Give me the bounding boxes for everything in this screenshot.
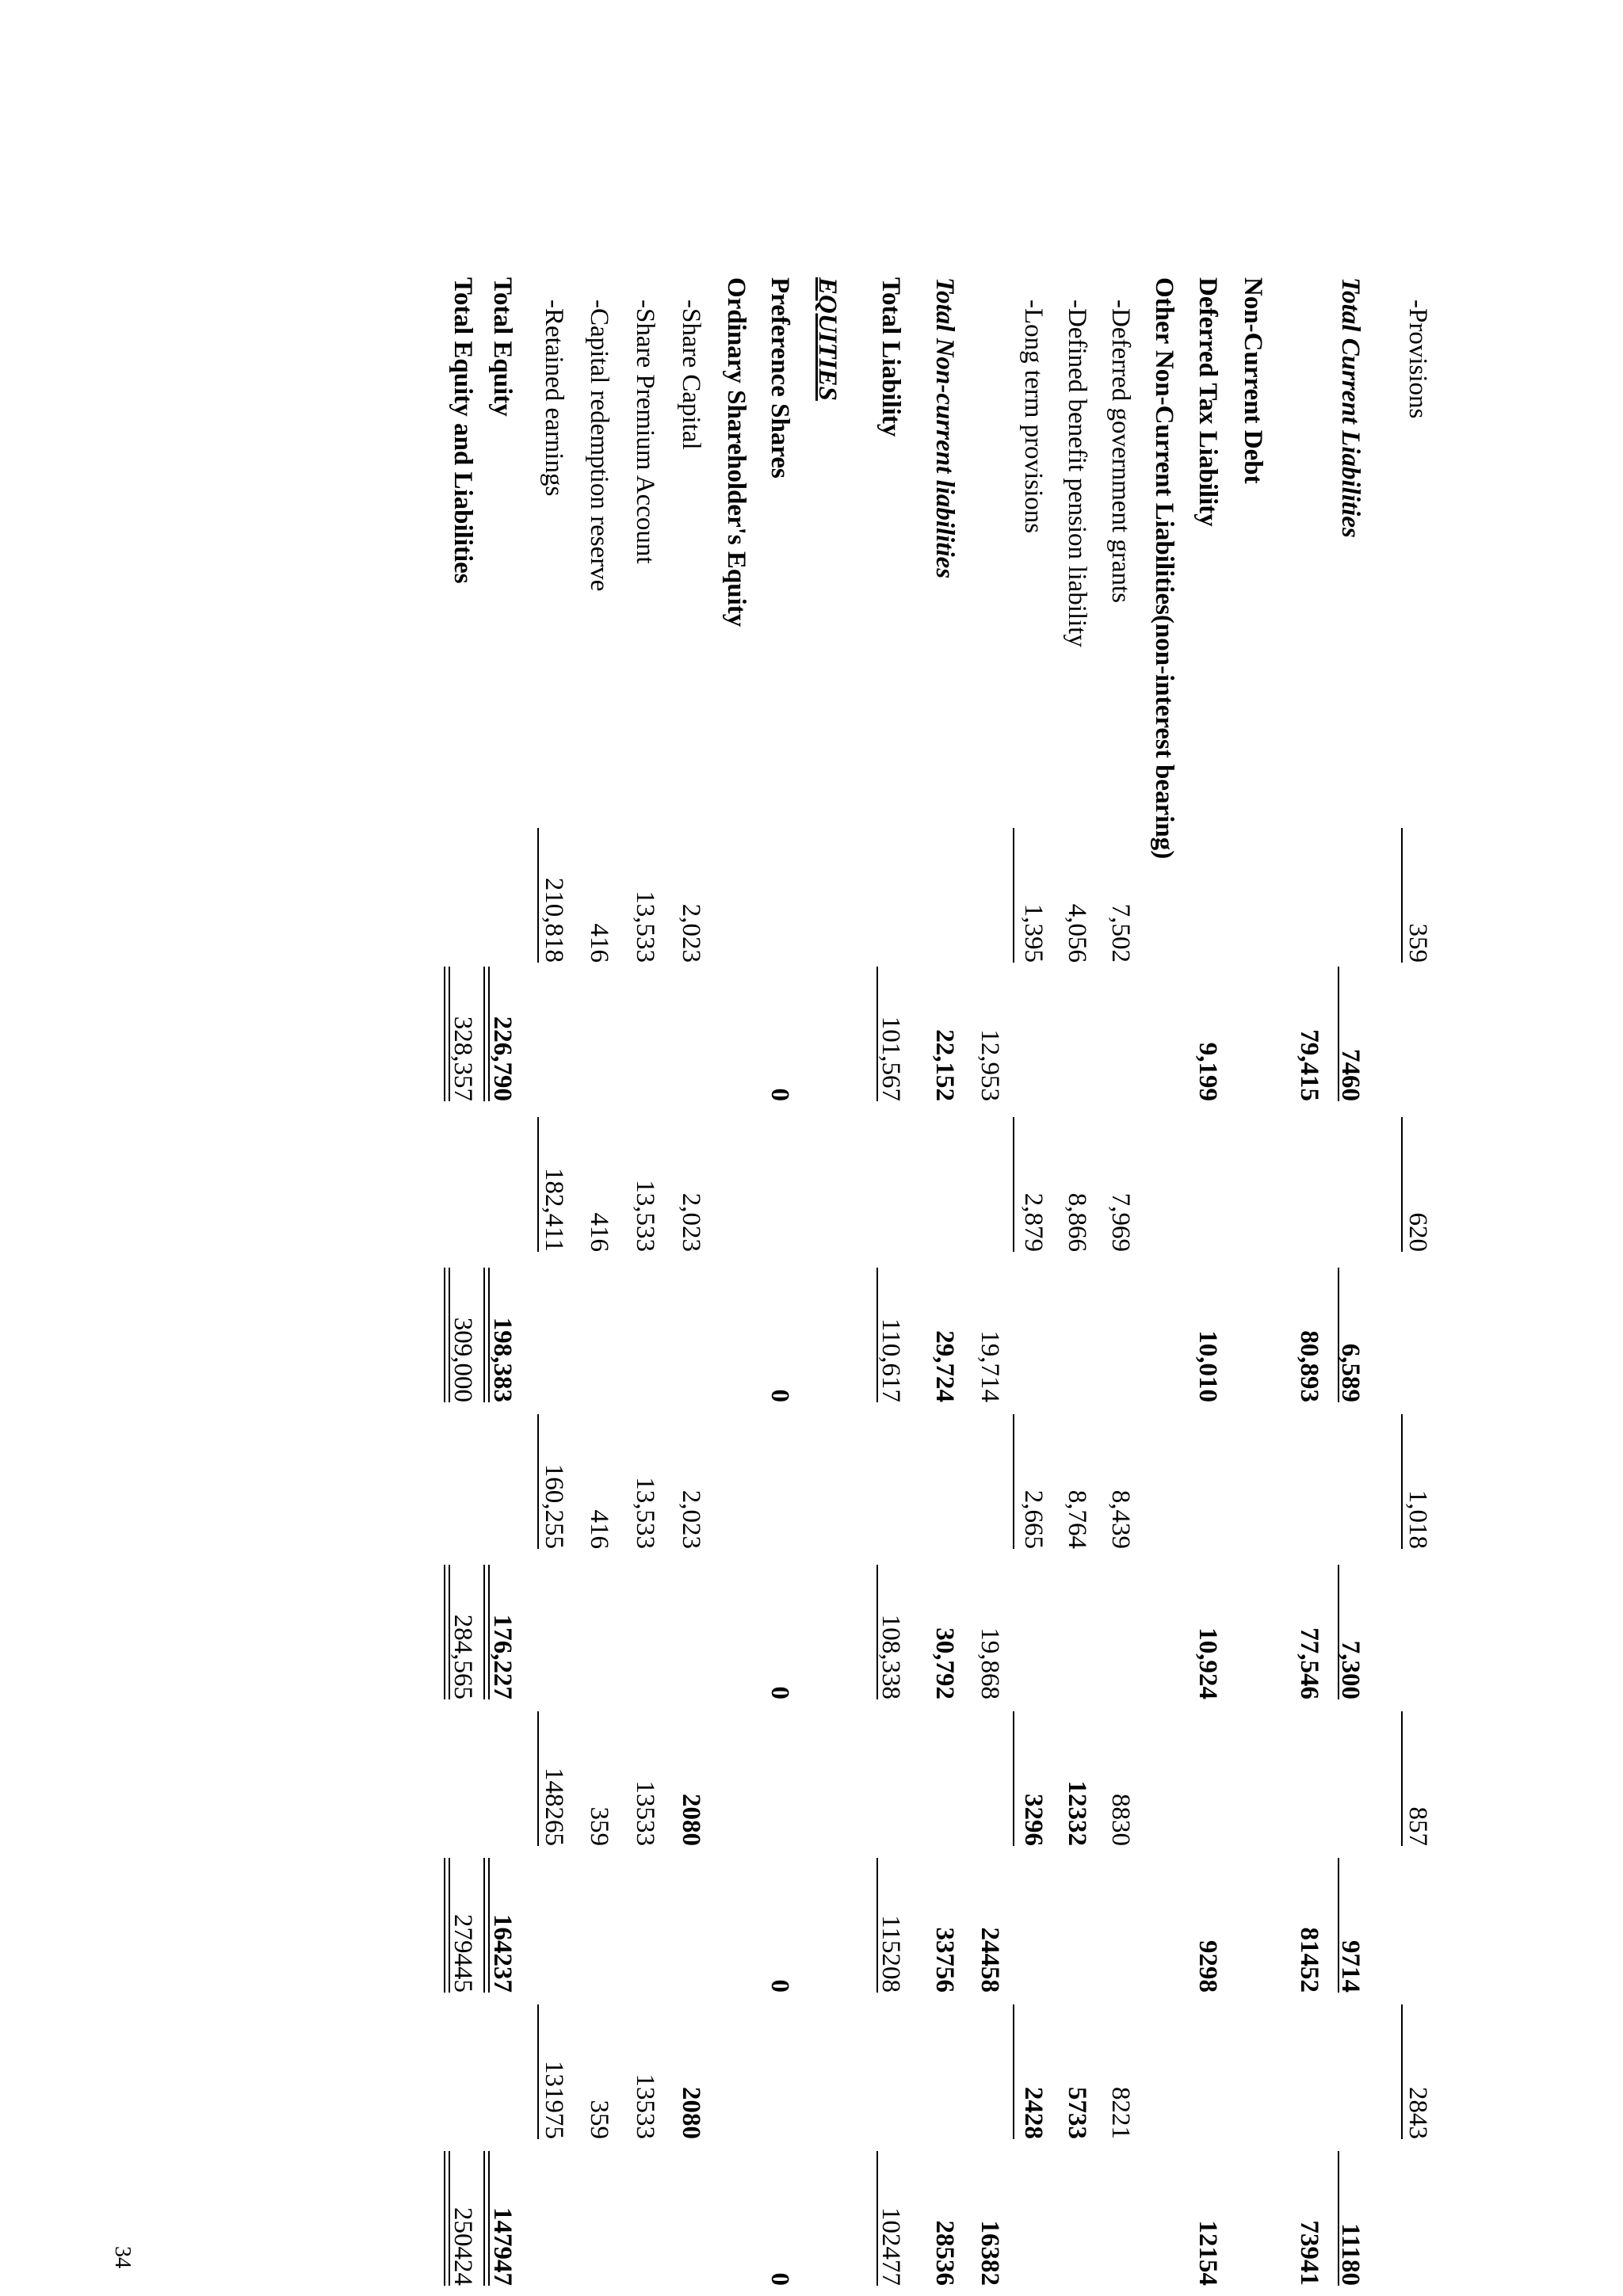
cell-value: 328,357	[449, 1016, 477, 1101]
row-label: Total Equity and Liabilities	[449, 277, 477, 584]
cell-value: 80,893	[1295, 1330, 1323, 1402]
subtotal-rule	[537, 2004, 539, 2139]
cell-value: 81452	[1295, 1927, 1323, 1993]
row-label: -Long term provisions	[1019, 299, 1048, 534]
row-label: Preference Shares	[766, 277, 794, 479]
cell-value: 148265	[540, 1768, 568, 1846]
row-label: -Provisions	[1403, 299, 1432, 419]
cell-value: 29,724	[930, 1330, 959, 1402]
cell-value: 13533	[631, 1780, 659, 1846]
subtotal-rule	[1013, 1414, 1014, 1549]
total-double-rule	[483, 1565, 490, 1699]
cell-value: 2428	[1019, 2087, 1048, 2139]
cell-value: 8,764	[1063, 1489, 1091, 1549]
cell-value: 210,818	[540, 877, 568, 963]
total-rule	[876, 1268, 878, 1402]
cell-value: 10,924	[1193, 1627, 1222, 1699]
subtotal-rule	[1401, 2004, 1403, 2139]
cell-value: 24458	[976, 1927, 1004, 1993]
subtotal-rule	[1013, 2004, 1014, 2139]
total-double-rule	[483, 2151, 490, 2286]
cell-value: 115208	[876, 1915, 905, 1993]
cell-value: 284,565	[449, 1614, 477, 1699]
cell-value: 12154	[1193, 2220, 1222, 2286]
subtotal-rule	[1013, 828, 1014, 963]
cell-value: 0	[766, 1686, 794, 1699]
cell-value: 7,502	[1106, 903, 1135, 963]
cell-value: 3296	[1019, 1794, 1048, 1846]
cell-value: 108,338	[876, 1614, 905, 1699]
total-rule	[876, 967, 878, 1101]
cell-value: 198,383	[488, 1317, 517, 1402]
cell-value: 19,868	[976, 1627, 1004, 1699]
row-label: Total Equity	[488, 277, 517, 417]
row-label: Total Non-current liabilities	[930, 277, 959, 579]
cell-value: 250424	[449, 2207, 477, 2286]
total-double-rule	[444, 1565, 450, 1699]
cell-value: 359	[585, 2100, 613, 2139]
cell-value: 30,792	[930, 1627, 959, 1699]
cell-value: 0	[766, 1979, 794, 1993]
row-label: Total Liability	[876, 277, 905, 437]
row-label: Total Current Liabilities	[1336, 277, 1365, 538]
cell-value: 22,152	[930, 1029, 959, 1101]
row-label: EQUITIES	[813, 277, 842, 401]
total-double-rule	[483, 967, 490, 1101]
subtotal-rule	[537, 1711, 539, 1846]
cell-value: 182,411	[540, 1167, 568, 1252]
total-rule	[876, 1565, 878, 1699]
cell-value: 13,533	[631, 891, 659, 963]
cell-value: 416	[585, 1509, 613, 1549]
page-number: 34	[110, 2246, 135, 2268]
cell-value: 620	[1403, 1212, 1432, 1252]
cell-value: 2080	[677, 2087, 705, 2139]
subtotal-rule	[1401, 1117, 1403, 1252]
subtotal-rule	[537, 1117, 539, 1252]
row-label: -Capital redemption reserve	[585, 299, 613, 592]
cell-value: 12332	[1063, 1780, 1091, 1846]
subtotal-rule	[1401, 828, 1403, 963]
cell-value: 164237	[488, 1914, 517, 1993]
cell-value: 2843	[1403, 2087, 1432, 2139]
subtotal-rule	[537, 828, 539, 963]
cell-value: 279445	[449, 1914, 477, 1993]
row-label: -Share Premium Account	[631, 299, 659, 564]
total-double-rule	[483, 1858, 490, 1993]
cell-value: 11180	[1336, 2223, 1365, 2286]
cell-value: 359	[585, 1806, 613, 1846]
total-rule	[876, 1858, 878, 1993]
cell-value: 110,617	[876, 1318, 905, 1402]
subtotal-rule	[1401, 1414, 1403, 1549]
total-double-rule	[483, 1268, 490, 1402]
subtotal-rule	[1013, 1117, 1014, 1252]
cell-value: 8830	[1106, 1794, 1135, 1846]
cell-value: 309,000	[449, 1317, 477, 1402]
cell-value: 176,227	[488, 1614, 517, 1699]
cell-value: 416	[585, 923, 613, 963]
cell-value: 9714	[1336, 1940, 1365, 1993]
cell-value: 7,969	[1106, 1192, 1135, 1252]
row-label: -Deferred government grants	[1106, 299, 1135, 603]
subtotal-rule	[1013, 1711, 1014, 1846]
cell-value: 2080	[677, 1794, 705, 1846]
cell-value: 13533	[631, 2073, 659, 2139]
row-label: Non-Current Debt	[1239, 277, 1267, 484]
cell-value: 2,665	[1019, 1489, 1048, 1549]
cell-value: 77,546	[1295, 1627, 1323, 1699]
cell-value: 1,018	[1403, 1489, 1432, 1549]
cell-value: 2,023	[677, 1192, 705, 1252]
cell-value: 8221	[1106, 2087, 1135, 2139]
cell-value: 12,953	[976, 1029, 1004, 1101]
cell-value: 8,866	[1063, 1192, 1091, 1252]
cell-value: 2,023	[677, 1489, 705, 1549]
cell-value: 0	[766, 1389, 794, 1402]
cell-value: 28536	[930, 2220, 959, 2286]
total-rule	[1338, 2151, 1339, 2286]
cell-value: 4,056	[1063, 903, 1091, 963]
total-rule	[876, 2151, 878, 2286]
cell-value: 33756	[930, 1927, 959, 1993]
cell-value: 101,567	[876, 1016, 905, 1101]
total-double-rule	[444, 1858, 450, 1993]
cell-value: 0	[766, 2272, 794, 2286]
row-label: -Defined benefit pension liability	[1063, 299, 1091, 647]
total-double-rule	[444, 967, 450, 1101]
total-double-rule	[444, 2151, 450, 2286]
cell-value: 5733	[1063, 2087, 1091, 2139]
total-rule	[1338, 1858, 1339, 1993]
cell-value: 73941	[1295, 2220, 1323, 2286]
cell-value: 9298	[1193, 1940, 1222, 1993]
cell-value: 0	[766, 1088, 794, 1101]
total-rule	[1338, 1268, 1339, 1402]
cell-value: 102477	[876, 2207, 905, 2286]
cell-value: 10,010	[1193, 1330, 1222, 1402]
cell-value: 1,395	[1019, 903, 1048, 963]
total-rule	[1338, 967, 1339, 1101]
cell-value: 2,023	[677, 903, 705, 963]
cell-value: 160,255	[540, 1463, 568, 1549]
cell-value: 7,300	[1336, 1640, 1365, 1699]
total-double-rule	[444, 1268, 450, 1402]
subtotal-rule	[537, 1414, 539, 1549]
cell-value: 13,533	[631, 1477, 659, 1549]
subtotal-rule	[1401, 1711, 1403, 1846]
total-rule	[1338, 1565, 1339, 1699]
cell-value: 79,415	[1295, 1029, 1323, 1101]
cell-value: 7460	[1336, 1049, 1365, 1101]
cell-value: 9,199	[1193, 1042, 1222, 1101]
row-label: -Share Capital	[677, 299, 705, 450]
row-label: -Retained earnings	[540, 299, 568, 497]
cell-value: 8,439	[1106, 1489, 1135, 1549]
cell-value: 13,533	[631, 1180, 659, 1252]
cell-value: 6,589	[1336, 1343, 1365, 1402]
cell-value: 131975	[540, 2061, 568, 2139]
cell-value: 226,790	[488, 1016, 517, 1101]
cell-value: 147947	[488, 2207, 517, 2286]
cell-value: 359	[1403, 923, 1432, 963]
row-label: Ordinary Shareholder's Equity	[722, 277, 750, 627]
row-label: Other Non-Current Liabilities(non-interest bearing)	[1150, 277, 1178, 860]
cell-value: 416	[585, 1212, 613, 1252]
cell-value: 19,714	[976, 1330, 1004, 1402]
row-label: Deferred Tax Liability	[1193, 277, 1222, 527]
cell-value: 857	[1403, 1806, 1432, 1846]
cell-value: 16382	[976, 2220, 1004, 2286]
cell-value: 2,879	[1019, 1192, 1048, 1252]
